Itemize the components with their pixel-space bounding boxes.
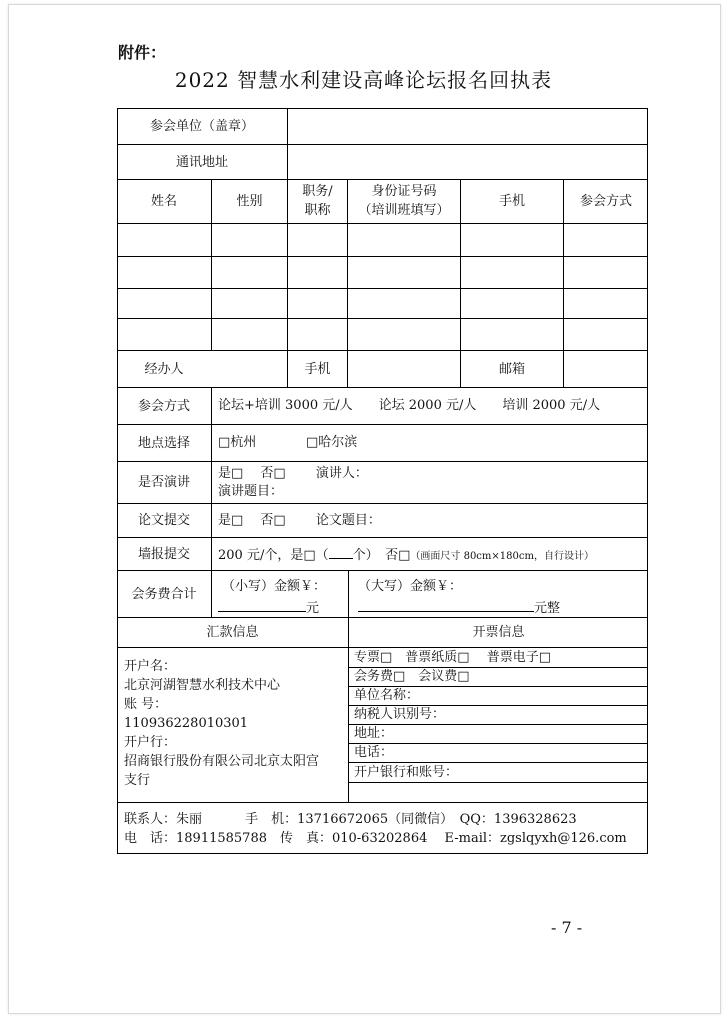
invoice-line-text: 会务费□ 会议费□: [354, 669, 470, 684]
attend-options: 论坛+培训 3000 元/人 论坛 2000 元/人 培训 2000 元/人: [218, 398, 601, 413]
speech-line1: 是□ 否□ 演讲人：: [218, 466, 368, 481]
unit-label: 参会单位（盖章）: [149, 119, 254, 134]
invoice-line-text: 专票□ 普票纸质□ 普票电子□: [354, 650, 551, 665]
location-harbin: □哈尔滨: [306, 435, 358, 450]
col-gender: 性别: [236, 194, 263, 209]
poster-count: 个） 否□: [352, 548, 411, 563]
fee-label: 会务费合计: [131, 586, 197, 602]
invoice-line: [348, 782, 648, 783]
fee-small-blank: [218, 597, 306, 612]
remit-line: 账 号：: [124, 697, 168, 712]
col-name: 姓名: [150, 194, 177, 209]
col-id: [348, 182, 460, 223]
row-divider: [117, 802, 648, 803]
page-number: - 7 -: [551, 918, 583, 937]
invoice-title: 开票信息: [472, 625, 525, 640]
fee-big-amount: [358, 597, 560, 618]
col-position-line1: 职务/: [302, 184, 333, 199]
location-label: 地点选择: [137, 435, 190, 451]
fee-big-label: （大写）金额￥：: [358, 579, 463, 594]
invoice-line-text: 单位名称：: [354, 688, 420, 703]
paper-line: 是□ 否□ 论文题目：: [218, 513, 381, 528]
fee-yuan: 元: [306, 601, 320, 616]
fee-small-label: （小写）金额￥：: [222, 579, 327, 594]
invoice-line-text: 开户银行和账号：: [354, 765, 459, 780]
fee-big-blank: [358, 597, 534, 612]
poster-count-blank: [329, 544, 353, 559]
col-phone: 手机: [498, 194, 525, 209]
col-divider: [211, 387, 212, 571]
handler-label: 经办人: [144, 361, 184, 377]
contact-line1: 联系人：朱丽 手 机：13716672065（同微信） QQ：1396328623: [124, 812, 577, 827]
remit-line: 支行: [124, 773, 151, 788]
remit-line: 110936228010301: [124, 716, 249, 731]
contact-line2: 电 话：18911585788 传 真：010-63202864 E-mail：zgslqyxh@126.com: [124, 831, 627, 846]
poster-note: （画面尺寸 80cm×180cm，自行设计）: [410, 551, 594, 562]
remit-line: 开户名：: [124, 659, 177, 674]
fee-small-amount: [218, 597, 319, 618]
row-divider: [117, 256, 648, 257]
address-label: 通讯地址: [175, 155, 228, 170]
col-position-line2: 职称: [304, 203, 331, 218]
col-position: [288, 182, 347, 223]
attend-label: 参会方式: [137, 398, 190, 414]
col-id-line1: 身份证号码: [371, 184, 437, 199]
col-divider: [211, 570, 212, 618]
attachment-label: 附件：: [118, 43, 167, 62]
col-divider: [287, 108, 288, 180]
remit-title: 汇款信息: [206, 625, 259, 640]
col-divider: [348, 570, 349, 802]
invoice-line-text: 纳税人识别号：: [354, 707, 446, 722]
row-divider: [117, 223, 648, 224]
row-divider: [117, 288, 648, 289]
speech-topic: 演讲题目：: [218, 484, 284, 499]
fee-yuanzheng: 元整: [534, 601, 561, 616]
handler-phone-label: 手机: [304, 361, 331, 377]
poster-line: [218, 544, 594, 566]
row-divider: [117, 318, 648, 319]
col-attend: 参会方式: [579, 194, 632, 209]
remit-line: 北京河湖智慧水利技术中心: [124, 678, 281, 693]
col-id-line2: （培训班填写）: [358, 203, 450, 218]
poster-label: 墙报提交: [137, 546, 190, 562]
remit-line: 开户行：: [124, 735, 177, 750]
handler-email-label: 邮箱: [498, 361, 525, 377]
invoice-line-text: 地址：: [354, 726, 394, 741]
form-title: 2022 智慧水利建设高峰论坛报名回执表: [174, 68, 553, 92]
invoice-line-text: 电话：: [354, 745, 394, 760]
poster-price: 200 元/个，是□（: [218, 548, 329, 563]
speech-label: 是否演讲: [137, 475, 190, 490]
paper-label: 论文提交: [137, 513, 190, 528]
location-hangzhou: □杭州: [218, 435, 257, 450]
remit-line: 招商银行股份有限公司北京太阳宫: [124, 754, 320, 769]
